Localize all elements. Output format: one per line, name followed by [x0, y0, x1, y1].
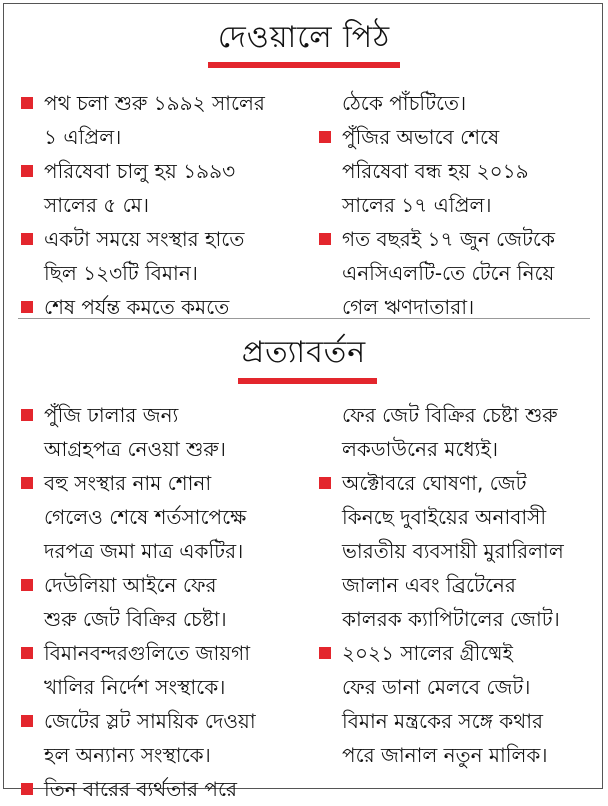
- bullet-item-continuation: শুরু জেট বিক্রির চেষ্টা।: [44, 607, 227, 631]
- section1-title: দেওয়ালে পিঠ: [217, 20, 391, 55]
- bullet-item-start: বিমানবন্দরগুলিতে জায়গা: [20, 636, 256, 670]
- bullet-item-continuation: ভারতীয় ব্যবসায়ী মুরারিলাল: [342, 539, 564, 563]
- bullet-item-start: গত বছরই ১৭ জুন জেটকে: [318, 222, 555, 256]
- bullet-item-continuation: ছিল ১২৩টি বিমান।: [44, 261, 198, 285]
- bullet-item-start: শেষ পর্যন্ত কমতে কমতে: [20, 290, 265, 324]
- bullet-item-start: একটা সময়ে সংস্থার হাতে: [20, 222, 265, 256]
- section1-right-column: [318, 86, 555, 324]
- bullet-item-start: অক্টোবরে ঘোষণা, জেট: [318, 466, 564, 500]
- bullet-item-continuation: সালের ১৭ এপ্রিল।: [342, 193, 492, 217]
- bullet-item-continuation: ১ এপ্রিল।: [44, 125, 122, 149]
- bullet-item-continuation: ফের জেট বিক্রির চেষ্টা শুরু: [342, 403, 558, 427]
- section2-left-column: [20, 398, 256, 806]
- bullet-item-start: পথ চলা শুরু ১৯৯২ সালের: [20, 86, 265, 120]
- bullet-item-continuation: জালান এবং ব্রিটেনের: [342, 573, 516, 597]
- section1-left-column: [20, 86, 265, 324]
- bullet-item-continuation: কিনছে দুবাইয়ের অনাবাসী: [342, 505, 547, 529]
- bullet-item-continuation: লকডাউনের মধ্যেই।: [342, 437, 499, 461]
- bullet-item-continuation: গেল ঋণদাতারা।: [342, 295, 475, 319]
- bullet-item-continuation: হল অন্যান্য সংস্থাকে।: [44, 743, 211, 767]
- section1-title-underline: [208, 62, 400, 68]
- section2-title: প্রত্যাবর্তন: [241, 335, 367, 370]
- bullet-item-continuation: পরিষেবা বন্ধ হয় ২০১৯: [342, 159, 529, 183]
- section2-right-column: [318, 398, 564, 772]
- bullet-item-continuation: আগ্রহপত্র নেওয়া শুরু।: [44, 437, 226, 461]
- bullet-item-start: তিন বারের ব্যর্থতার পরে: [20, 772, 256, 806]
- bullet-item-continuation: খালির নির্দেশ সংস্থাকে।: [44, 675, 226, 699]
- bullet-item-continuation: এনসিএলটি-তে টেনে নিয়ে: [342, 261, 555, 285]
- bullet-item-continuation: গেলেও শেষে শর্তসাপেক্ষে: [44, 505, 247, 529]
- bullet-item-start: জেটের স্লট সাময়িক দেওয়া: [20, 704, 256, 738]
- bullet-item-continuation: বিমান মন্ত্রকের সঙ্গে কথার: [342, 709, 544, 733]
- bullet-item-continuation: দরপত্র জমা মাত্র একটির।: [44, 539, 244, 563]
- bullet-item-start: পুঁজি ঢালার জন্য: [20, 398, 256, 432]
- bullet-item-start: ২০২১ সালের গ্রীষ্মেই: [318, 636, 564, 670]
- bullet-item-continuation: পরে জানাল নতুন মালিক।: [342, 743, 548, 767]
- bullet-item-continuation: সালের ৫ মে।: [44, 193, 150, 217]
- bullet-item-continuation: কালরক ক্যাপিটালের জোট।: [342, 607, 560, 631]
- bullet-item-continuation: ফের ডানা মেলবে জেট।: [342, 675, 531, 699]
- bullet-item-start: বহু সংস্থার নাম শোনা: [20, 466, 256, 500]
- bullet-item-start: পুঁজির অভাবে শেষে: [318, 120, 555, 154]
- section-divider: [18, 318, 590, 319]
- bullet-item-start: দেউলিয়া আইনে ফের: [20, 568, 256, 602]
- section2-title-underline: [238, 378, 377, 384]
- bullet-item-continuation: ঠেকে পাঁচটিতে।: [342, 91, 467, 115]
- bullet-item-start: পরিষেবা চালু হয় ১৯৯৩: [20, 154, 265, 188]
